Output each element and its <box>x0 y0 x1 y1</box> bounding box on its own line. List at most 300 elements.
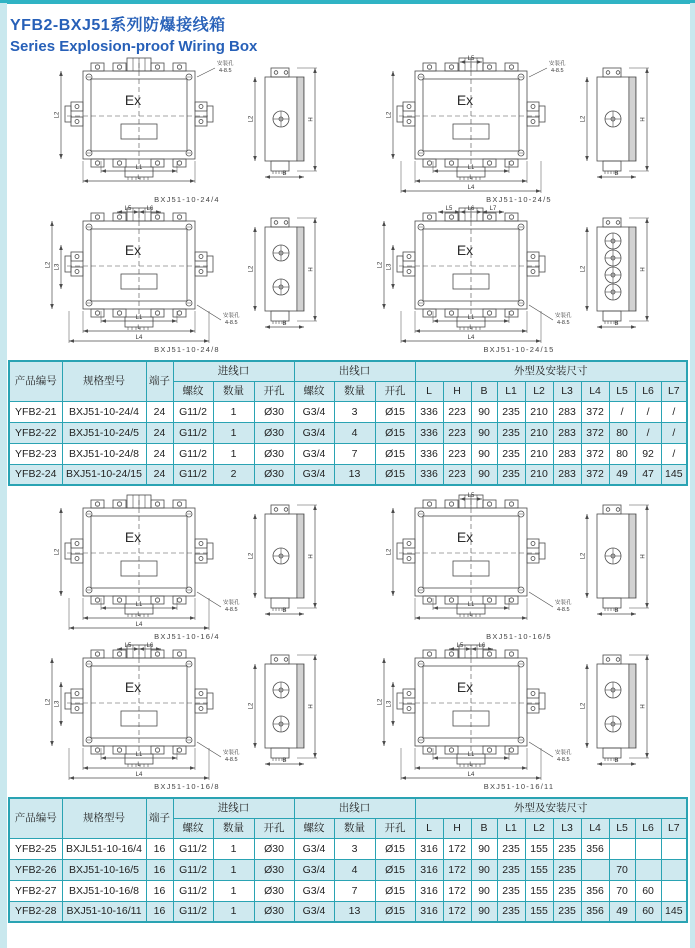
mounting-hole-annotation: 安装孔 <box>217 61 234 67</box>
dimension-label: L <box>137 325 141 332</box>
drawing-caption: BXJ51-10-24/4 <box>154 195 220 204</box>
table-cell: 90 <box>471 838 497 859</box>
table-row <box>9 464 687 485</box>
dimension-label: L1 <box>467 752 475 759</box>
table-cell: 172 <box>443 859 471 880</box>
drawing-caption: BXJ51-10-24/8 <box>154 345 220 354</box>
table-cell: Ø30 <box>254 880 294 901</box>
table-cell: 16 <box>146 838 173 859</box>
table-cell: Ø30 <box>254 401 294 422</box>
dimension-label: L3 <box>54 263 61 271</box>
ex-marking: Ex <box>456 92 474 108</box>
header-outlet-sub: 数量 <box>334 818 375 838</box>
table-cell: YFB2-26 <box>9 859 62 880</box>
dimension-label: L1 <box>467 602 475 609</box>
table-cell: 316 <box>415 901 443 922</box>
table-cell: 13 <box>334 464 375 485</box>
dimension-label: L1 <box>135 165 143 172</box>
page-content <box>7 4 690 929</box>
ex-marking: Ex <box>456 529 474 545</box>
header-dim-sub: L <box>415 381 443 401</box>
table-cell: 90 <box>471 443 497 464</box>
svg-text:4-8.5: 4-8.5 <box>557 757 570 763</box>
dimension-label: L2 <box>386 111 393 119</box>
dimension-label: L5 <box>124 643 132 650</box>
table-cell <box>661 859 687 880</box>
dimension-label: L2 <box>54 111 61 119</box>
dimension-label: B <box>282 321 287 328</box>
table-cell: 90 <box>471 859 497 880</box>
dimension-label: L5 <box>467 56 475 63</box>
table-cell: G11/2 <box>173 443 213 464</box>
table-cell: G11/2 <box>173 422 213 443</box>
technical-drawing-BXJ51-10-16/5 <box>357 492 689 642</box>
table-cell: BXJ51-10-16/8 <box>62 880 146 901</box>
table-cell: Ø15 <box>375 464 415 485</box>
technical-drawing-BXJ51-10-24/5 <box>357 55 689 205</box>
table-cell: BXJ51-10-24/8 <box>62 443 146 464</box>
table-cell: 235 <box>553 901 581 922</box>
table-cell: Ø15 <box>375 422 415 443</box>
header-outlet-sub: 开孔 <box>375 381 415 401</box>
table-cell: 223 <box>443 443 471 464</box>
table-cell: 60 <box>635 880 661 901</box>
table-cell: 235 <box>497 401 525 422</box>
table-row <box>9 401 687 422</box>
drawings-grid-2 <box>7 492 690 792</box>
header-product-no: 产品编号 <box>9 798 62 838</box>
table-row <box>9 880 687 901</box>
table-cell: YFB2-22 <box>9 422 62 443</box>
table-row <box>9 422 687 443</box>
table-cell: 316 <box>415 859 443 880</box>
table-cell: YFB2-28 <box>9 901 62 922</box>
table-cell: G11/2 <box>173 464 213 485</box>
dimension-label: H <box>308 704 315 709</box>
table-cell <box>635 838 661 859</box>
table-cell: / <box>609 401 635 422</box>
table-cell: G11/2 <box>173 401 213 422</box>
mounting-hole-annotation: 安装孔 <box>223 313 240 319</box>
dimension-label: L1 <box>135 602 143 609</box>
table-cell: 223 <box>443 401 471 422</box>
mounting-hole-annotation: 安装孔 <box>223 750 240 756</box>
dimension-label: L6 <box>478 643 486 650</box>
table-cell: 336 <box>415 401 443 422</box>
table-cell: 336 <box>415 422 443 443</box>
table-cell: Ø30 <box>254 464 294 485</box>
ex-marking: Ex <box>124 242 142 258</box>
table-cell: Ø30 <box>254 443 294 464</box>
header-dim-sub: L3 <box>553 818 581 838</box>
svg-text:4-8.5: 4-8.5 <box>557 607 570 613</box>
header-dim-sub: B <box>471 381 497 401</box>
table-cell: / <box>661 422 687 443</box>
dimension-label: L <box>469 175 473 182</box>
table-cell: 145 <box>661 464 687 485</box>
svg-text:4-8.5: 4-8.5 <box>219 68 232 74</box>
table-cell: G3/4 <box>294 838 334 859</box>
header-terminal: 端子 <box>146 361 173 401</box>
dimension-label: B <box>614 171 619 178</box>
header-model: 规格型号 <box>62 361 146 401</box>
table-cell: Ø30 <box>254 422 294 443</box>
table-cell: 372 <box>581 443 609 464</box>
dimension-label: L6 <box>146 206 154 213</box>
header-outlet-group: 出线口 <box>294 361 415 381</box>
table-cell: 80 <box>609 422 635 443</box>
table-cell: 24 <box>146 422 173 443</box>
table-cell: YFB2-25 <box>9 838 62 859</box>
dimension-label: B <box>282 608 287 615</box>
header-dim-sub: L2 <box>525 818 553 838</box>
table-cell: 1 <box>213 401 254 422</box>
dimension-label: L7 <box>489 206 497 213</box>
header-dims-group: 外型及安装尺寸 <box>415 798 687 818</box>
dimension-label: H <box>308 554 315 559</box>
table-cell: G3/4 <box>294 901 334 922</box>
header-dim-sub: L6 <box>635 381 661 401</box>
table-cell: Ø15 <box>375 838 415 859</box>
header-dim-sub: L4 <box>581 818 609 838</box>
header-outlet-group: 出线口 <box>294 798 415 818</box>
table-cell: 47 <box>635 464 661 485</box>
table-cell: 356 <box>581 901 609 922</box>
dimension-label: L2 <box>386 548 393 556</box>
table-cell: 235 <box>497 838 525 859</box>
header-dim-sub: L1 <box>497 818 525 838</box>
table-cell: 283 <box>553 443 581 464</box>
left-edge-strip <box>0 3 7 948</box>
table-cell <box>661 880 687 901</box>
dimension-label: H <box>640 704 647 709</box>
dimension-label: L1 <box>467 315 475 322</box>
table-cell: G11/2 <box>173 838 213 859</box>
table-cell: 90 <box>471 464 497 485</box>
table-cell: 4 <box>334 859 375 880</box>
dimension-label: L2 <box>248 115 255 123</box>
table-cell: 172 <box>443 838 471 859</box>
table-cell: 235 <box>497 443 525 464</box>
table-cell: Ø30 <box>254 859 294 880</box>
dimension-label: L4 <box>135 622 143 629</box>
svg-text:4-8.5: 4-8.5 <box>551 68 564 74</box>
table-cell: 223 <box>443 422 471 443</box>
table-cell: 16 <box>146 901 173 922</box>
dimension-label: L5 <box>445 206 453 213</box>
table-cell <box>635 859 661 880</box>
table-cell: 16 <box>146 859 173 880</box>
table-row <box>9 901 687 922</box>
right-edge-strip <box>690 3 695 948</box>
header-outlet-sub: 螺纹 <box>294 381 334 401</box>
table-cell: BXJ51-10-24/5 <box>62 422 146 443</box>
dimension-label: L5 <box>124 206 132 213</box>
table-cell: 4 <box>334 422 375 443</box>
table-cell: 155 <box>525 901 553 922</box>
drawing-caption: BXJ51-10-16/8 <box>154 782 220 791</box>
dimension-label: L4 <box>467 185 475 192</box>
dimension-label: H <box>308 267 315 272</box>
header-dim-sub: L2 <box>525 381 553 401</box>
ex-marking: Ex <box>124 679 142 695</box>
spec-table-1 <box>8 360 688 486</box>
header-outlet-sub: 数量 <box>334 381 375 401</box>
table-cell: G3/4 <box>294 422 334 443</box>
table-cell: 235 <box>553 859 581 880</box>
technical-drawing-BXJ51-10-16/11 <box>357 642 689 792</box>
table-cell: 1 <box>213 859 254 880</box>
header-inlet-group: 进线口 <box>173 361 294 381</box>
dimension-label: L4 <box>135 772 143 779</box>
table-cell: 235 <box>553 838 581 859</box>
dimension-label: L2 <box>248 702 255 710</box>
table-cell: YFB2-23 <box>9 443 62 464</box>
dimension-label: L2 <box>377 261 384 269</box>
dimension-label: L2 <box>248 552 255 560</box>
dimension-label: B <box>614 321 619 328</box>
table-cell: BXJ51-10-16/5 <box>62 859 146 880</box>
mounting-hole-annotation: 安装孔 <box>223 600 240 606</box>
table-cell: G3/4 <box>294 880 334 901</box>
table-cell: 90 <box>471 422 497 443</box>
dimension-label: L1 <box>467 165 475 172</box>
header-dim-sub: H <box>443 818 471 838</box>
table-cell: 70 <box>609 880 635 901</box>
drawing-caption: BXJ51-10-24/5 <box>486 195 552 204</box>
table-cell: 372 <box>581 464 609 485</box>
table-cell: 1 <box>213 880 254 901</box>
header-inlet-sub: 数量 <box>213 818 254 838</box>
table-cell: 80 <box>609 443 635 464</box>
table-cell: G3/4 <box>294 464 334 485</box>
table-row <box>9 838 687 859</box>
header-dim-sub: L3 <box>553 381 581 401</box>
table-cell: 90 <box>471 401 497 422</box>
table-cell: 210 <box>525 401 553 422</box>
dimension-label: L <box>469 325 473 332</box>
table-cell: 223 <box>443 464 471 485</box>
table-cell: 24 <box>146 401 173 422</box>
dimension-label: L4 <box>135 335 143 342</box>
spec-table-2 <box>8 797 688 923</box>
drawing-caption: BXJ51-10-16/11 <box>483 782 555 791</box>
header-inlet-sub: 螺纹 <box>173 818 213 838</box>
table-cell: 210 <box>525 422 553 443</box>
header-dim-sub: L4 <box>581 381 609 401</box>
table-cell: 235 <box>497 901 525 922</box>
dimension-label: H <box>640 267 647 272</box>
table-row <box>9 859 687 880</box>
table-cell: / <box>635 422 661 443</box>
table-cell: 235 <box>553 880 581 901</box>
dimension-label: L <box>137 175 141 182</box>
table-cell: 155 <box>525 859 553 880</box>
dimension-label: L <box>137 612 141 619</box>
header-inlet-sub: 开孔 <box>254 818 294 838</box>
table-cell: 210 <box>525 443 553 464</box>
table-cell: 49 <box>609 901 635 922</box>
table-cell: BXJL51-10-16/4 <box>62 838 146 859</box>
table-cell: BXJ51-10-24/4 <box>62 401 146 422</box>
table-cell: 92 <box>635 443 661 464</box>
mounting-hole-annotation: 安装孔 <box>555 600 572 606</box>
table-cell: 24 <box>146 443 173 464</box>
header-dim-sub: H <box>443 381 471 401</box>
table-cell: 24 <box>146 464 173 485</box>
dimension-label: L3 <box>386 263 393 271</box>
dimension-label: B <box>282 758 287 765</box>
table-cell: 316 <box>415 838 443 859</box>
drawing-caption: BXJ51-10-24/15 <box>483 345 555 354</box>
dimension-label: L1 <box>135 752 143 759</box>
table-cell: 283 <box>553 464 581 485</box>
drawings-grid-1 <box>7 55 690 355</box>
dimension-label: L2 <box>45 261 52 269</box>
table-cell: 3 <box>334 838 375 859</box>
dimension-label: B <box>614 608 619 615</box>
table-cell: 336 <box>415 443 443 464</box>
technical-drawing-BXJ51-10-16/4 <box>25 492 357 642</box>
header-dim-sub: L7 <box>661 381 687 401</box>
dimension-label: L2 <box>580 552 587 560</box>
table-cell: 356 <box>581 838 609 859</box>
table-cell: 372 <box>581 422 609 443</box>
table-cell: YFB2-24 <box>9 464 62 485</box>
dimension-label: B <box>282 171 287 178</box>
table-cell: 235 <box>497 880 525 901</box>
table-cell: 7 <box>334 880 375 901</box>
table-cell: 7 <box>334 443 375 464</box>
page-subtitle: Series Explosion-proof Wiring Box <box>10 38 258 55</box>
header-terminal: 端子 <box>146 798 173 838</box>
table-cell: 172 <box>443 901 471 922</box>
dimension-label: L <box>469 762 473 769</box>
dimension-label: L <box>469 612 473 619</box>
table-cell: 172 <box>443 880 471 901</box>
table-cell: Ø30 <box>254 838 294 859</box>
table-cell: 283 <box>553 422 581 443</box>
dimension-label: B <box>614 758 619 765</box>
dimension-label: L2 <box>580 702 587 710</box>
dimension-label: L5 <box>456 643 464 650</box>
table-cell: YFB2-27 <box>9 880 62 901</box>
table-cell <box>661 838 687 859</box>
table-cell: 1 <box>213 443 254 464</box>
dimension-label: L2 <box>580 115 587 123</box>
dimension-label: L2 <box>45 698 52 706</box>
table-cell: Ø15 <box>375 901 415 922</box>
table-cell: Ø15 <box>375 880 415 901</box>
table-cell <box>609 838 635 859</box>
table-cell: G11/2 <box>173 880 213 901</box>
dimension-label: L6 <box>146 643 154 650</box>
table-cell: G3/4 <box>294 859 334 880</box>
table-cell: 60 <box>635 901 661 922</box>
dimension-label: L3 <box>54 700 61 708</box>
table-cell: 336 <box>415 464 443 485</box>
header-dim-sub: L5 <box>609 818 635 838</box>
dimension-label: H <box>640 117 647 122</box>
table-cell: 372 <box>581 401 609 422</box>
header-dim-sub: L5 <box>609 381 635 401</box>
table-cell: 1 <box>213 838 254 859</box>
mounting-hole-annotation: 安装孔 <box>549 61 566 67</box>
header-outlet-sub: 螺纹 <box>294 818 334 838</box>
ex-marking: Ex <box>456 679 474 695</box>
svg-text:4-8.5: 4-8.5 <box>225 320 238 326</box>
table-cell: G11/2 <box>173 901 213 922</box>
drawing-caption: BXJ51-10-16/5 <box>486 632 552 641</box>
dimension-label: L5 <box>467 493 475 500</box>
header-inlet-sub: 螺纹 <box>173 381 213 401</box>
dimension-label: L2 <box>377 698 384 706</box>
technical-drawing-BXJ51-10-24/4 <box>25 55 357 205</box>
table-cell: 2 <box>213 464 254 485</box>
table-cell: 235 <box>497 859 525 880</box>
table-cell: 316 <box>415 880 443 901</box>
svg-text:4-8.5: 4-8.5 <box>225 607 238 613</box>
dimension-label: L6 <box>467 206 475 213</box>
table-cell: 90 <box>471 901 497 922</box>
table-cell: / <box>635 401 661 422</box>
table-cell: 3 <box>334 401 375 422</box>
table-cell: 70 <box>609 859 635 880</box>
svg-text:4-8.5: 4-8.5 <box>225 757 238 763</box>
dimension-label: L <box>137 762 141 769</box>
header-dim-sub: B <box>471 818 497 838</box>
table-cell: 235 <box>497 422 525 443</box>
table-cell: 155 <box>525 880 553 901</box>
header-inlet-group: 进线口 <box>173 798 294 818</box>
header-outlet-sub: 开孔 <box>375 818 415 838</box>
table-cell: G3/4 <box>294 401 334 422</box>
dimension-label: L2 <box>248 265 255 273</box>
svg-text:4-8.5: 4-8.5 <box>557 320 570 326</box>
dimension-label: L2 <box>54 548 61 556</box>
table-cell: 145 <box>661 901 687 922</box>
table-cell: Ø30 <box>254 901 294 922</box>
dimension-label: L1 <box>135 315 143 322</box>
table-cell: 49 <box>609 464 635 485</box>
table-cell: Ø15 <box>375 401 415 422</box>
table-cell: 1 <box>213 901 254 922</box>
page-title: YFB2-BXJ51系列防爆接线箱 <box>10 17 226 34</box>
dimension-label: L3 <box>386 700 393 708</box>
header-dim-sub: L7 <box>661 818 687 838</box>
table-cell: 1 <box>213 422 254 443</box>
table-cell: / <box>661 401 687 422</box>
header-dim-sub: L6 <box>635 818 661 838</box>
table-cell: 210 <box>525 464 553 485</box>
technical-drawing-BXJ51-10-24/15 <box>357 205 689 355</box>
header-dim-sub: L <box>415 818 443 838</box>
table-cell <box>581 859 609 880</box>
dimension-label: L2 <box>580 265 587 273</box>
table-cell: 13 <box>334 901 375 922</box>
table-cell: YFB2-21 <box>9 401 62 422</box>
drawing-caption: BXJ51-10-16/4 <box>154 632 220 641</box>
table-cell: 356 <box>581 880 609 901</box>
ex-marking: Ex <box>124 529 142 545</box>
dimension-label: L4 <box>467 335 475 342</box>
header-model: 规格型号 <box>62 798 146 838</box>
header-dim-sub: L1 <box>497 381 525 401</box>
table-cell: G11/2 <box>173 859 213 880</box>
table-cell: 155 <box>525 838 553 859</box>
table-cell: BXJ51-10-16/11 <box>62 901 146 922</box>
header-inlet-sub: 数量 <box>213 381 254 401</box>
